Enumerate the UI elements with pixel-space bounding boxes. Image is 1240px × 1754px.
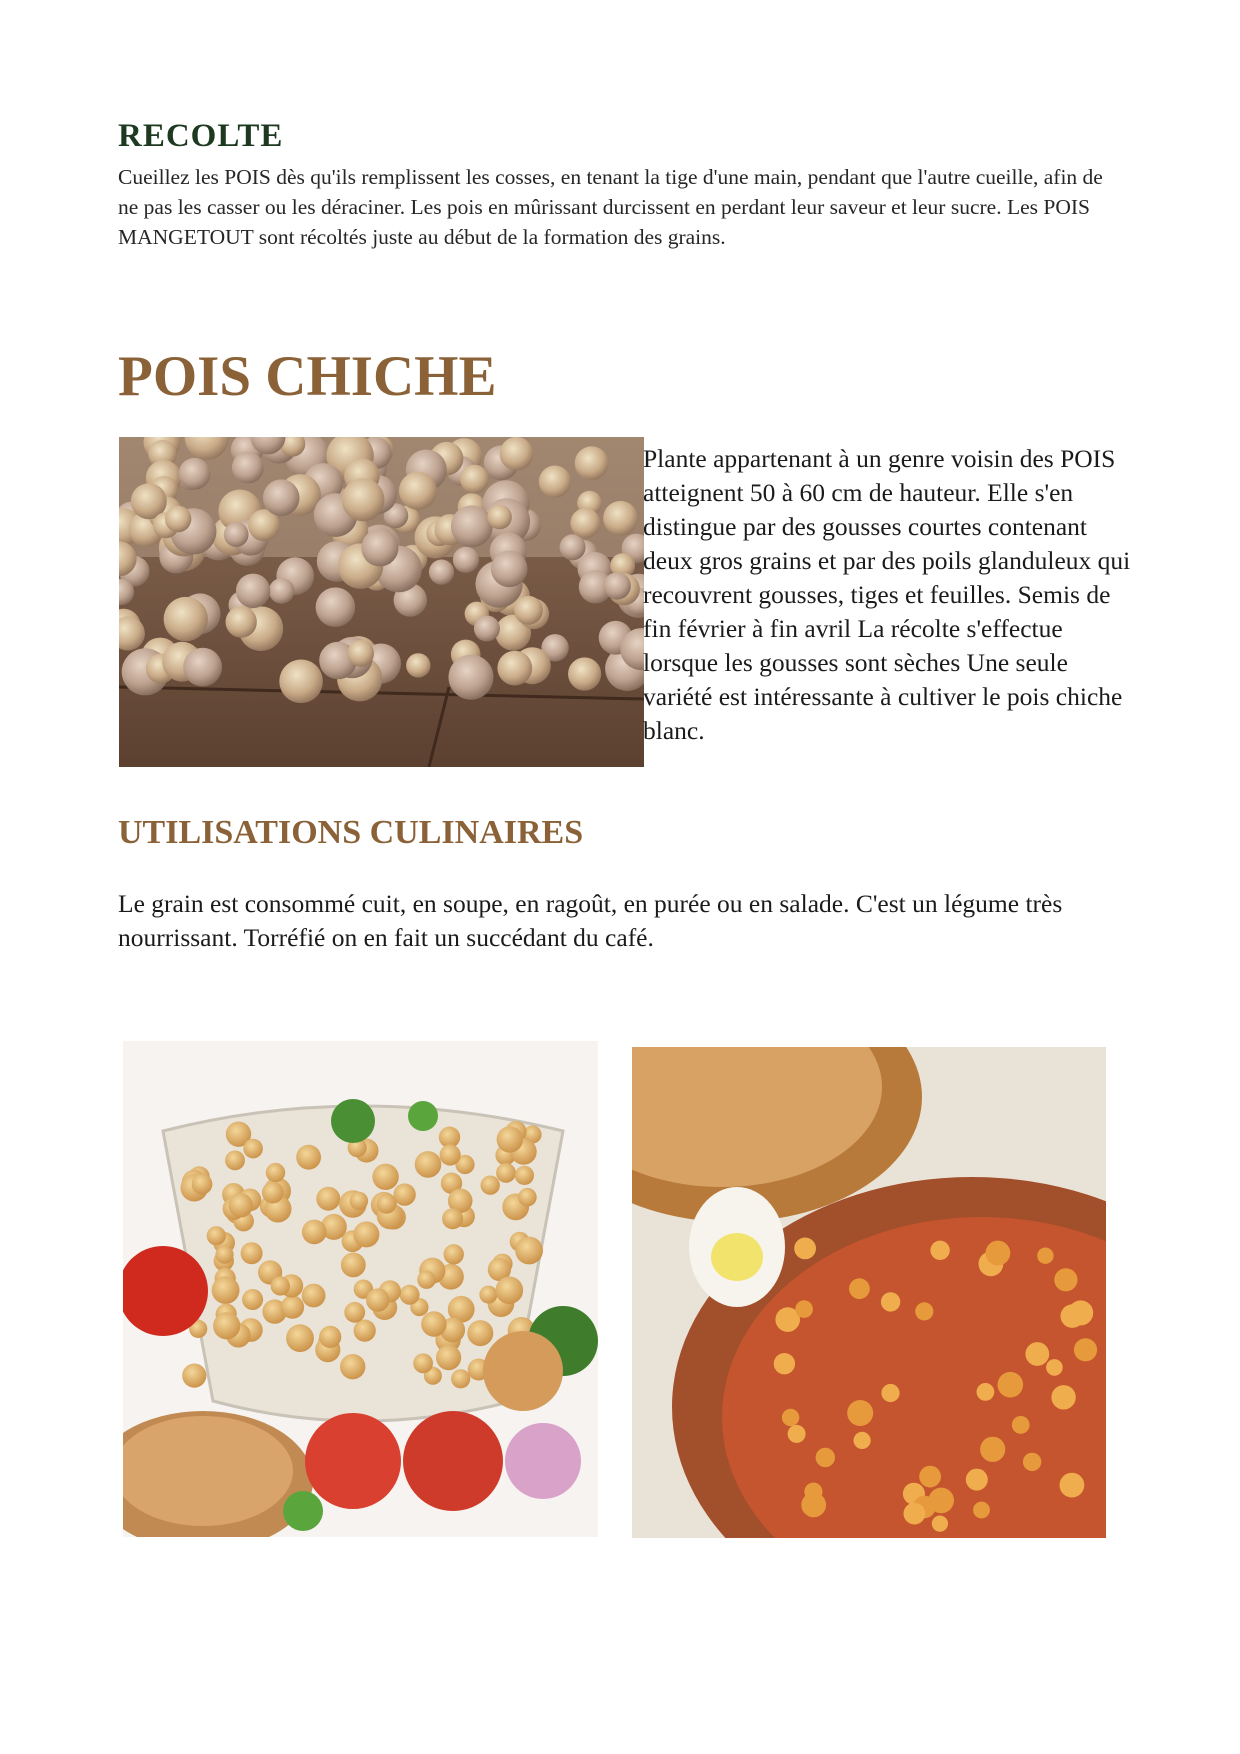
pea-texture — [353, 1221, 379, 1247]
pea-texture — [449, 655, 494, 700]
pea-texture — [795, 1300, 813, 1318]
pea-texture — [442, 1208, 463, 1229]
pea-texture — [212, 1276, 240, 1304]
utilisations-paragraph: Le grain est consommé cuit, en soupe, en ragoût, en purée ou en salade. C'est un légume très nourrissant. Torréfié on en fait un succédant du café. — [118, 889, 1063, 952]
pea-texture — [347, 640, 374, 667]
pea-texture — [279, 660, 323, 704]
pea-texture — [179, 458, 211, 490]
pea-texture — [998, 1372, 1024, 1398]
pea-texture — [604, 572, 631, 599]
pea-texture — [881, 1384, 899, 1402]
pea-texture — [539, 466, 571, 498]
pea-texture — [451, 505, 493, 547]
pea-texture — [207, 1226, 226, 1245]
pea-texture — [801, 1493, 826, 1518]
pea-texture — [417, 1271, 435, 1289]
pea-texture — [966, 1469, 988, 1491]
pea-texture — [1051, 1385, 1075, 1409]
pea-texture — [243, 1139, 263, 1159]
pea-texture — [849, 1278, 870, 1299]
pea-texture — [436, 1345, 461, 1370]
chickpea-bowl-photo — [123, 1041, 598, 1537]
pea-texture — [271, 1276, 290, 1295]
pea-texture — [919, 1466, 941, 1488]
pea-texture — [518, 1188, 537, 1207]
pea-texture — [603, 501, 638, 536]
pea-texture — [415, 1151, 442, 1178]
pea-texture — [316, 1187, 340, 1211]
pea-texture — [224, 522, 249, 547]
pea-texture — [1060, 1473, 1085, 1498]
pea-texture — [568, 657, 601, 690]
pea-texture — [1054, 1268, 1077, 1291]
pea-texture — [460, 465, 489, 494]
recolte-paragraph: Cueillez les POIS dès qu'ils remplissent les cosses, en tenant la tige d'une main, pendant que l'autre cueille, afin de ne pas les casser ou les déraciner. Les pois en mûrissant durcissent en perdant leur saveur et leur sucre. Les POIS MANGETOUT sont récoltés juste au début de la formation des grains. — [118, 165, 1103, 249]
pea-texture — [1074, 1338, 1097, 1361]
pea-texture — [560, 534, 586, 560]
pea-texture — [421, 1311, 446, 1336]
pea-texture — [444, 1244, 464, 1264]
pea-texture — [881, 1292, 900, 1311]
pea-texture — [451, 1369, 470, 1388]
pea-texture — [479, 1286, 497, 1304]
pea-texture — [847, 1400, 873, 1426]
pea-texture — [266, 1163, 285, 1182]
pea-texture — [915, 1302, 933, 1320]
pea-texture — [361, 529, 398, 566]
pea-texture — [1046, 1359, 1063, 1376]
pea-texture — [429, 560, 454, 585]
pea-texture — [1012, 1416, 1030, 1434]
pea-texture — [241, 1242, 263, 1264]
pea-texture — [226, 606, 257, 637]
pea-texture — [491, 551, 528, 588]
pois-chiche-paragraph: Plante appartenant à un genre voisin des POIS atteignent 50 à 60 cm de hauteur. Elle s'en distingue par des gousses courtes contenant deux gros grains et par des poils glanduleux qui recouvrent gousses, tiges et feuilles. Semis de fin février à fin avril La récolte s'effectue lorsque les gousses sont sèches Une seule variété est intéressante à cultiver le pois chiche blanc. — [643, 444, 1131, 745]
pea-texture — [782, 1409, 799, 1426]
pea-texture — [515, 1166, 534, 1185]
pea-texture — [774, 1353, 795, 1374]
pea-texture — [500, 437, 534, 471]
pea-texture — [302, 1284, 326, 1308]
pea-texture — [183, 648, 222, 687]
section-title-utilisations-culinaires: UTILISATIONS CULINAIRES — [118, 814, 584, 851]
pea-texture — [354, 1320, 376, 1342]
pea-texture — [296, 1145, 321, 1170]
pea-texture — [225, 1151, 245, 1171]
page-title-pois-chiche: POIS CHICHE — [118, 345, 497, 408]
pea-texture — [1023, 1453, 1041, 1471]
pea-texture — [474, 616, 500, 642]
pea-texture — [165, 506, 191, 532]
pea-texture — [1025, 1342, 1049, 1366]
pea-texture — [393, 1183, 415, 1205]
pea-texture — [319, 1326, 341, 1348]
pea-texture — [302, 1220, 327, 1245]
pea-texture — [281, 1295, 304, 1318]
pea-texture — [262, 1182, 284, 1204]
pea-texture — [213, 1312, 240, 1339]
pea-texture — [269, 578, 295, 604]
pea-texture — [453, 547, 479, 573]
pea-texture — [487, 505, 512, 530]
pea-texture — [575, 446, 609, 480]
pea-texture — [192, 1174, 213, 1195]
pea-texture — [400, 1285, 420, 1305]
pea-texture — [1061, 1304, 1085, 1328]
pea-texture — [467, 1320, 493, 1346]
pea-texture — [341, 1253, 366, 1278]
chickpea-soup-photo — [632, 1047, 1106, 1538]
pea-texture — [377, 1194, 397, 1214]
pea-texture — [788, 1425, 806, 1443]
pea-texture — [854, 1432, 871, 1449]
pea-texture — [372, 1164, 398, 1190]
pea-texture — [481, 1176, 500, 1195]
pea-texture — [930, 1241, 949, 1260]
pea-texture — [342, 478, 385, 521]
pea-texture — [932, 1516, 948, 1532]
pea-texture — [286, 1324, 314, 1352]
pea-texture — [986, 1241, 1011, 1266]
pea-texture — [182, 1364, 206, 1388]
pea-texture — [229, 1193, 253, 1217]
pea-texture — [515, 1237, 543, 1265]
pea-texture — [496, 1277, 524, 1305]
pea-texture — [794, 1238, 816, 1260]
pea-texture — [350, 1192, 368, 1210]
pea-texture — [340, 1354, 365, 1379]
pea-texture — [973, 1502, 990, 1519]
pea-texture — [496, 1163, 516, 1183]
pea-texture — [236, 574, 270, 608]
pea-texture — [232, 452, 264, 484]
pea-texture — [164, 597, 208, 641]
pea-texture — [242, 1289, 263, 1310]
pea-texture — [440, 1144, 461, 1165]
pea-texture — [344, 1302, 365, 1323]
pea-texture — [263, 479, 300, 516]
pea-texture — [904, 1503, 926, 1525]
section-title-recolte: RECOLTE — [118, 118, 284, 154]
pea-texture — [497, 1126, 523, 1152]
pea-texture — [1037, 1248, 1053, 1264]
pea-texture — [514, 596, 543, 625]
pea-texture — [406, 653, 430, 677]
pea-texture — [816, 1448, 835, 1467]
dried-chickpeas-photo — [119, 437, 644, 767]
pea-texture — [366, 1288, 389, 1311]
pea-texture — [977, 1383, 995, 1401]
pea-texture — [570, 508, 600, 538]
pea-texture — [215, 1246, 233, 1264]
pea-texture — [399, 472, 437, 510]
pea-texture — [497, 651, 532, 686]
pea-texture — [980, 1437, 1005, 1462]
pea-texture — [316, 587, 356, 627]
pea-texture — [413, 1353, 433, 1373]
